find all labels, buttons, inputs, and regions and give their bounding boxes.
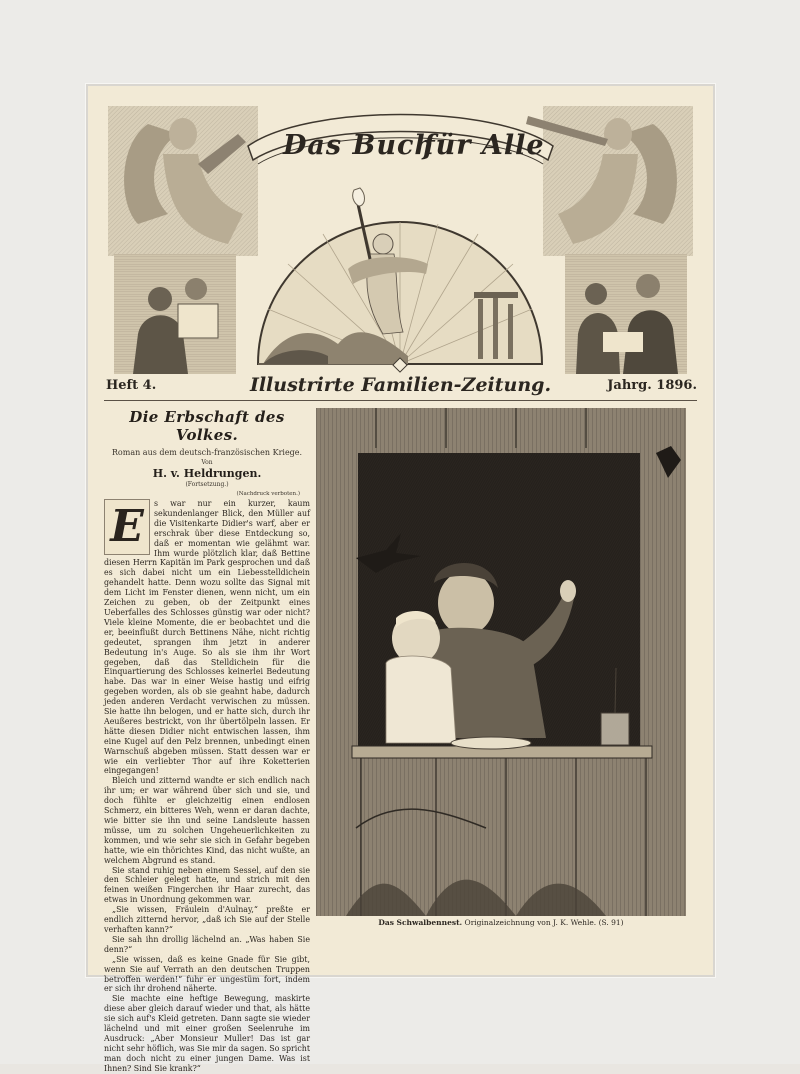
issue-number: Heft 4. (106, 378, 157, 393)
drop-cap: E (104, 499, 150, 555)
article-paragraph: Sie machte eine heftige Bewegung, maskirte diese aber gleich darauf wieder und that, als hätte sie sich auf's Kleid getreten. Dann sagte sie wieder lächelnd und mit einer großen Seelenruhe im Ausdruck: „Aber Monsieur Muller! Das ist gar nicht sehr höflich, was Sie mir da sagen. So spricht man doch nicht zu einer jungen Dame. Was ist Ihnen? Sind Sie krank?“ (104, 994, 310, 1073)
article-paragraph: Bleich und zitternd wandte er sich endlich nach ihr um; er war während über sich und sie, und doch fühlte er gleichzeitig einen endlosen Schmerz, ein bitteres Weh, wenn er daran dachte, wie bitter sie ihn und seine Landsleute hassen müsse, um zu solchen Ungeheuerlichkeiten zu kommen, und wie sehr sie sich in Gefahr begeben hatte, wie ein thörichtes Kind, das nicht wußte, an welchem Abgrund es stand. (104, 776, 310, 865)
article-paragraph: s war nur ein kurzer, kaum sekundenlanger Blick, den Müller auf die Visitenkarte Didier's warf, aber er erschrak über diese Entdeckung so, daß er momentan wie gelähmt war. Ihm wurde plötzlich klar, daß Bettine diesen Herrn Kapitän im Park gesprochen und daß es sich dabei nicht um ein Liebesstelldichein gehandelt hatte. Denn wozu sollte das Signal mit dem Licht im Fenster dienen, wenn nicht, um ein Zeichen zu geben, ob der Zeitpunkt eines Ueberfalles des Schlosses günstig war oder nicht? Viele kleine Momente, die er beobachtet und die er, beeinflußt durch Bettinens Nähe, nicht richtig gedeutet, sprangen ihm jetzt in anderer Bedeutung in's Auge. So als sie ihm ihr Wort gegeben, daß das Stelldichein für die Einquartierung des Schlosses keinerlei Bedeutung habe. Das war in einer Weise hastig und eifrig gegeben worden, als ob sie geahnt habe, dadurch jeden anderen Verdacht verwischen zu müssen. Sie hatte ihn belogen, und er hatte sich, durch ihr Aeußeres bestrickt, von ihr übertölpeln lassen. Er hätte diesen Didier nicht entwischen lassen, ihm eine Kugel auf den Pelz brennen, unbedingt einen Warnschuß abgeben müssen. Statt dessen war er wie ein verliebter Thor auf ihre Koketterien eingegangen! (104, 499, 310, 776)
masthead-engraving (108, 94, 693, 382)
reprint-note: (Nachdruck verboten.) (236, 491, 300, 497)
masthead-title-left: Das Buch (283, 130, 436, 161)
swallow-nest-engraving (316, 408, 686, 916)
volume-year: Jahrg. 1896. (607, 378, 697, 393)
article-body (104, 499, 310, 1074)
article-paragraph: Sie stand ruhig neben einem Sessel, auf den sie den Schleier gelegt hatte, und strich mit den feinen weißen Fingerchen ihr Haar zurecht, das etwas in Unordnung gekommen war. (104, 865, 310, 905)
illustration-caption (316, 918, 686, 927)
article-continuation: (Fortsetzung.) (185, 481, 229, 488)
article-byline-von: Von (201, 459, 213, 466)
article-paragraph: Sie sah ihn drollig lächelnd an. „Was haben Sie denn?“ (104, 934, 310, 954)
article-title: Die Erbschaft des Volkes. (129, 408, 285, 444)
caption-credit: Originalzeichnung von J. K. Wehle. (S. 91) (464, 918, 624, 927)
article-paragraph: „Sie wissen, Fräulein d'Aulnay,“ preßte er endlich zitternd hervor, „daß ich Sie auf der Stelle verhaften kann?“ (104, 905, 310, 934)
masthead-title-right: für Alle (423, 130, 545, 161)
illustration-engraving (316, 408, 686, 916)
masthead-rule (104, 400, 697, 401)
publication-subtitle: Illustrirte Familien-Zeitung. (249, 374, 552, 396)
article-subtitle: Roman aus dem deutsch-französischen Kriege. (111, 448, 303, 457)
article-column (104, 408, 310, 1074)
print-page (88, 86, 713, 1073)
article-author: H. v. Heldrungen. (152, 467, 262, 480)
caption-title: Das Schwalbennest. (378, 918, 463, 927)
article-paragraph: „Sie wissen, daß es keine Gnade für Sie gibt, wenn Sie auf Verrath an den deutschen Truppen betroffen werden!“ fuhr er ungestüm fort, indem er sich ihr drohend näherte. (104, 954, 310, 994)
